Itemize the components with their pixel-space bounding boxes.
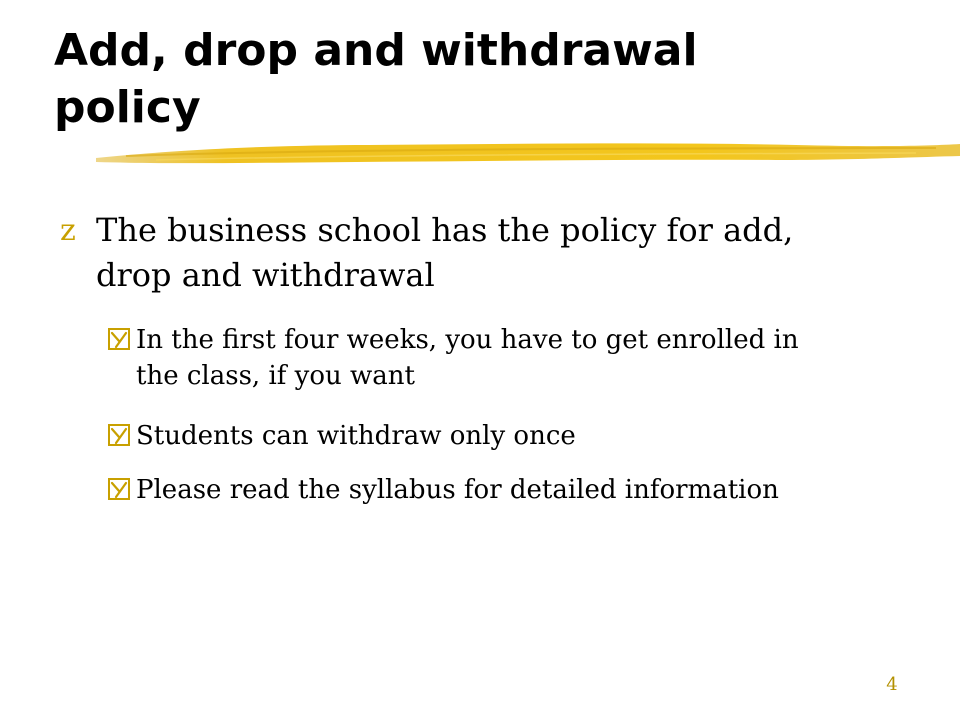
z-bullet-icon: z <box>60 213 76 248</box>
bullet-level-2 <box>108 472 836 508</box>
checkbox-bullet-icon <box>108 328 130 350</box>
slide-title <box>54 22 914 136</box>
slide-title-line-2: policy <box>54 82 201 133</box>
bullet-level-2 <box>108 418 836 454</box>
bullet-text: In the first four weeks, you have to get enrolled in the class, if you want <box>136 325 799 391</box>
slide-title-line-1: Add, drop and withdrawal <box>54 25 698 76</box>
bullet-text: Students can withdraw only once <box>136 421 576 451</box>
bullet-level-1 <box>60 208 876 298</box>
checkbox-bullet-icon <box>108 478 130 500</box>
bullet-level-2 <box>108 322 836 394</box>
bullet-text: Please read the syllabus for detailed information <box>136 475 779 505</box>
page-number: 4 <box>886 674 898 695</box>
checkbox-bullet-icon <box>108 424 130 446</box>
brush-stroke-underline <box>96 136 960 176</box>
bullet-text: The business school has the policy for add, drop and withdrawal <box>96 211 794 294</box>
